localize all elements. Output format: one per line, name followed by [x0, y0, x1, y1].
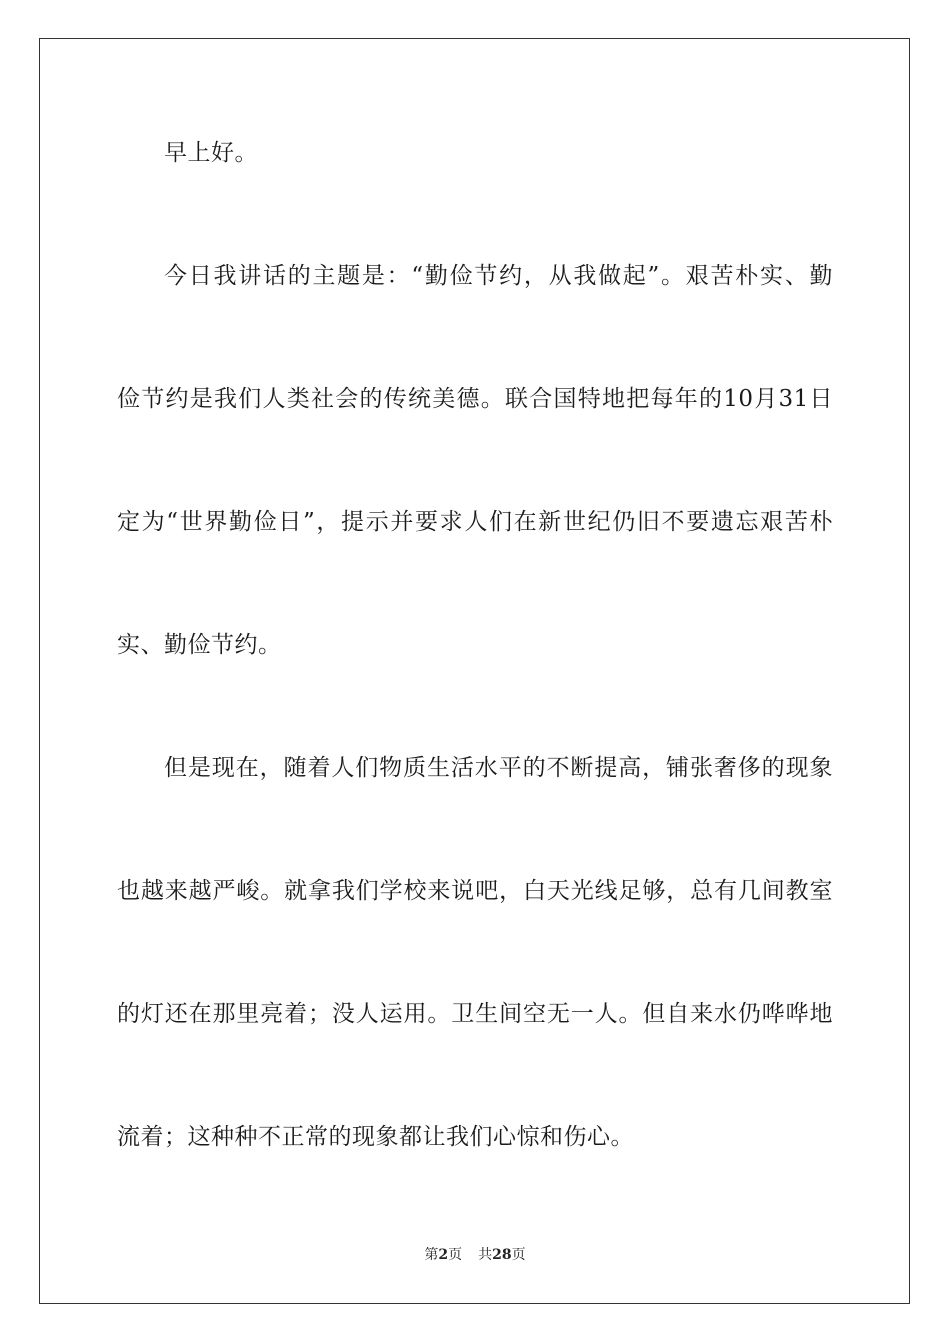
footer-page-number: 2 — [438, 1247, 449, 1263]
paragraph-line-4: 定为“世界勤俭日”，提示并要求人们在新世纪仍旧不要遗忘艰苦朴 — [117, 509, 833, 535]
paragraph-line-8: 的灯还在那里亮着；没人运用。卫生间空无一人。但自来水仍哗哗地 — [117, 1001, 833, 1027]
paragraph-line-2: 今日我讲话的主题是：“勤俭节约，从我做起”。艰苦朴实、勤 — [164, 263, 833, 289]
page-border — [39, 38, 910, 1304]
footer-total-prefix: 共 — [478, 1247, 493, 1263]
footer-page-prefix: 第 — [424, 1247, 439, 1263]
paragraph-line-6: 但是现在，随着人们物质生活水平的不断提高，铺张奢侈的现象 — [164, 755, 833, 781]
paragraph-line-9: 流着；这种种不正常的现象都让我们心惊和伤心。 — [117, 1124, 634, 1150]
paragraph-line-5: 实、勤俭节约。 — [117, 632, 282, 658]
footer-page-suffix: 页 — [448, 1247, 463, 1263]
page-footer — [0, 1246, 950, 1264]
paragraph-line-7: 也越来越严峻。就拿我们学校来说吧，白天光线足够，总有几间教室 — [117, 878, 833, 904]
paragraph-line-1: 早上好。 — [164, 140, 258, 166]
footer-total-pages: 28 — [492, 1247, 512, 1263]
paragraph-line-3: 俭节约是我们人类社会的传统美德。联合国特地把每年的10月31日 — [117, 386, 833, 412]
footer-total-suffix: 页 — [511, 1247, 526, 1263]
